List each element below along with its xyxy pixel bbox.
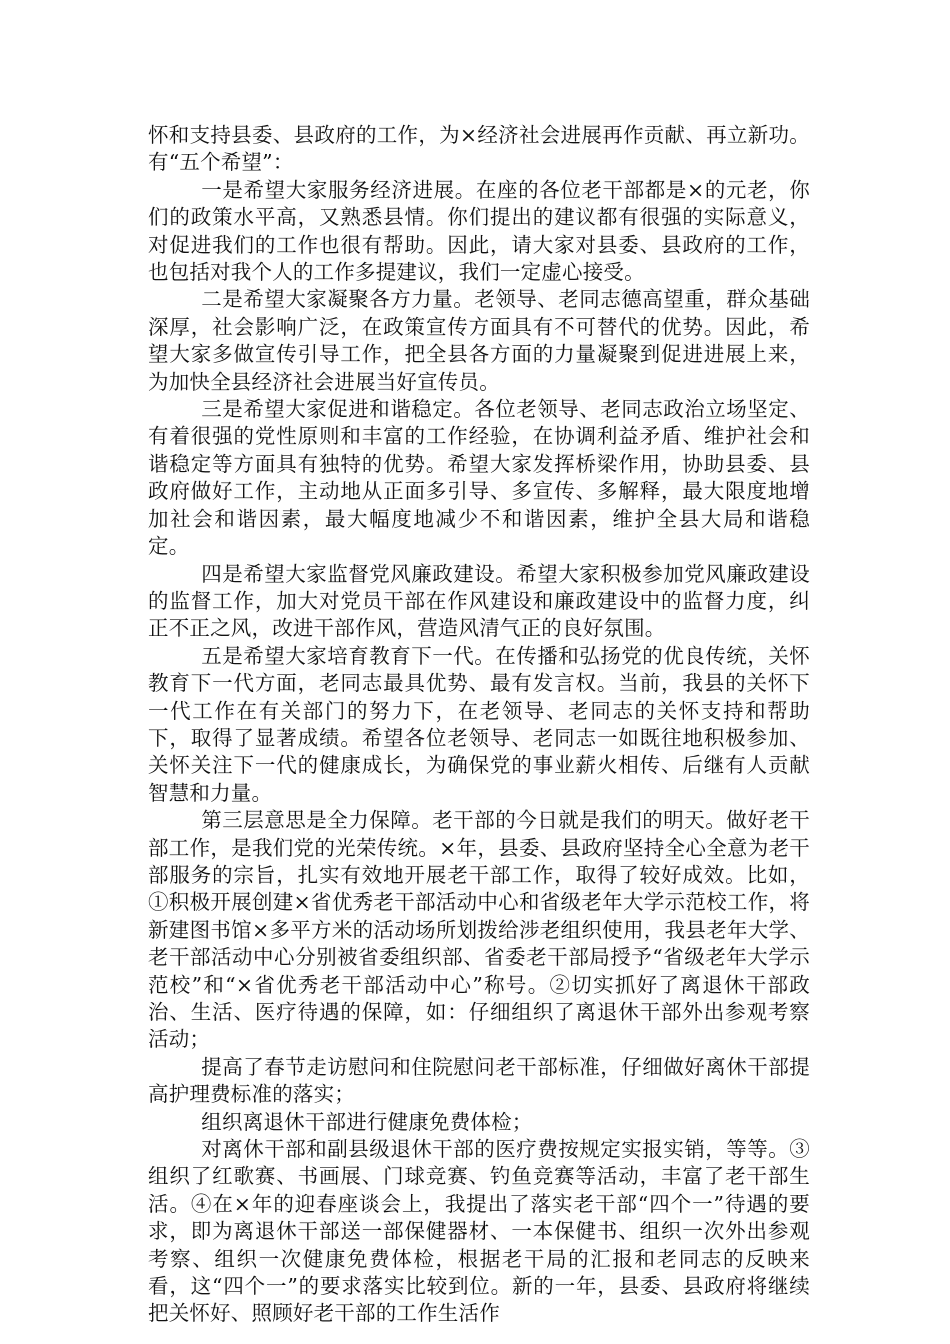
paragraph-9: 组织离退休干部进行健康免费体检；: [201, 1109, 533, 1134]
paragraph-5: 四是希望大家监督党风廉政建设。希望大家积极参加党风廉政建设的监督工作，加大对党员干部在作风建设和廉政建设中的监督力度，纠正不正之风，改进干部作风，营造风清气正的良好氛围。: [148, 561, 810, 641]
document-body: [148, 122, 810, 1328]
paragraph-3: 二是希望大家凝聚各方力量。老领导、老同志德高望重，群众基础深厚，社会影响广泛，在政策宣传方面具有不可替代的优势。因此，希望大家多做宣传引导工作，把全县各方面的力量凝聚到促进进展上来，为加快全县经济社会进展当好宣传员。: [148, 287, 810, 394]
paragraph-8: 提高了春节走访慰问和住院慰问老干部标准，仔细做好离休干部提高护理费标准的落实；: [148, 1054, 810, 1107]
paragraph-1: 怀和支持县委、县政府的工作，为×经济社会进展再作贡献、再立新功。有“五个希望”：: [148, 123, 810, 175]
paragraph-10: 对离休干部和副县级退休干部的医疗费按规定实报实销，等等。③组织了红歌赛、书画展、门球竞赛、钓鱼竞赛等活动，丰富了老干部生活。④在×年的迎春座谈会上，我提出了落实老干部“四个一”待遇的要求，即为离退休干部送一部保健器材、一本保健书、组织一次外出参观考察、组织一次健康免费体检，根据老干局的汇报和老同志的反映来看，这“四个一”的要求落实比较到位。新的一年，县委、县政府将继续把关怀好、照顾好老干部的工作生活作: [148, 1137, 810, 1326]
paragraph-2: 一是希望大家服务经济进展。在座的各位老干部都是×的元老，你们的政策水平高，又熟悉县情。你们提出的建议都有很强的实际意义，对促进我们的工作也很有帮助。因此，请大家对县委、县政府的工作，也包括对我个人的工作多提建议，我们一定虚心接受。: [148, 177, 810, 285]
paragraph-6: 五是希望大家培育教育下一代。在传播和弘扬党的优良传统，关怀教育下一代方面，老同志最具优势、最有发言权。当前，我县的关怀下一代工作在有关部门的努力下，在老领导、老同志的关怀支持和帮助下，取得了显著成绩。希望各位老领导、老同志一如既往地积极参加、关怀关注下一代的健康成长，为确保党的事业薪火相传、后继有人贡献智慧和力量。: [148, 643, 810, 805]
paragraph-7: 第三层意思是全力保障。老干部的今日就是我们的明天。做好老干部工作，是我们党的光荣传统。×年，县委、县政府坚持全心全意为老干部服务的宗旨，扎实有效地开展老干部工作，取得了较好成效。比如，①积极开展创建×省优秀老干部活动中心和省级老年大学示范校工作，将新建图书馆×多平方米的活动场所划拨给涉老组织使用，我县老年大学、老干部活动中心分别被省委组织部、省委老干部局授予“省级老年大学示范校”和“×省优秀老干部活动中心”称号。②切实抓好了离退休干部政治、生活、医疗待遇的保障，如：仔细组织了离退休干部外出参观考察活动；: [148, 808, 810, 1052]
paragraph-4: 三是希望大家促进和谐稳定。各位老领导、老同志政治立场坚定、有着很强的党性原则和丰富的工作经验，在协调利益矛盾、维护社会和谐稳定等方面具有独特的优势。希望大家发挥桥梁作用，协助县委、县政府做好工作，主动地从正面多引导、多宣传、多解释，最大限度地增加社会和谐因素，最大幅度地减少不和谐因素，维护全县大局和谐稳定。: [148, 397, 810, 559]
